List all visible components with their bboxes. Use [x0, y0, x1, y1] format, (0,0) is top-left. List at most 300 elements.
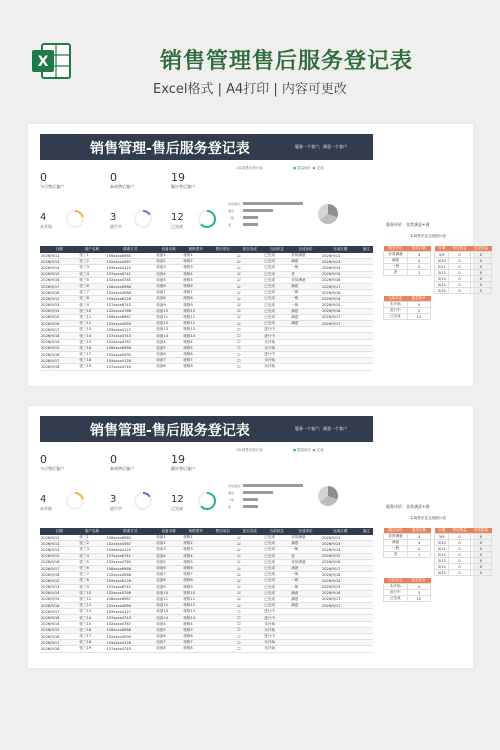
table-cell: 未开始	[263, 358, 290, 364]
bar-label: 差	[228, 505, 232, 509]
status-done-label: 已完成	[171, 506, 183, 511]
table-cell: 3/11	[435, 264, 449, 270]
table-cell: 规格14	[182, 615, 209, 621]
table-cell	[290, 364, 321, 370]
table-cell: 2026/9/17	[40, 609, 78, 615]
table-cell: 3	[407, 308, 431, 314]
table-cell: 规格12	[182, 321, 209, 327]
bar-label: 满意	[228, 209, 235, 213]
table-cell: 132xxxx4588	[105, 290, 155, 296]
table-cell: ☐	[236, 615, 263, 621]
table-cell: 2026/9/14	[40, 621, 78, 627]
svg-text:X: X	[37, 54, 49, 70]
table-cell: 规格5	[182, 627, 209, 633]
table-cell: ☑	[236, 584, 263, 590]
ring-chart-inprogress	[132, 490, 154, 512]
table-cell: 设备10	[155, 590, 182, 596]
status-notstarted-value: 4	[40, 212, 47, 223]
weekly-title: 本周售后及完成统计表	[410, 516, 446, 520]
table-cell: 张三6	[78, 565, 105, 571]
table-cell: 2026/9/15	[40, 596, 78, 602]
table-cell: 137xxxx6742	[105, 584, 155, 590]
sheet-preview-1	[28, 124, 489, 386]
table-cell: 3/9	[435, 534, 449, 540]
table-cell: 规格4	[182, 553, 209, 559]
table-cell: 132xxxx4590	[105, 352, 155, 358]
table-cell: 张三13	[78, 327, 105, 333]
table-cell: 2026/9/14	[40, 339, 78, 345]
table-cell: 设备11	[155, 596, 182, 602]
table-cell: 规格2	[182, 541, 209, 547]
table-cell: 张三7	[78, 572, 105, 578]
table-cell: 132xxxx4587	[105, 541, 155, 547]
filter-label[interactable]: 服务评价：非常满意+满	[386, 504, 430, 509]
table-cell: 132xxxx4588	[105, 572, 155, 578]
table-cell: 2026/9/17	[321, 314, 359, 320]
table-cell: 158xxxx6985	[105, 535, 155, 541]
table-cell: 张三2	[78, 259, 105, 265]
table-cell: 满意	[290, 596, 321, 602]
table-cell: 张三3	[78, 265, 105, 271]
table-cell: 2026/9/16	[321, 308, 359, 314]
table-cell: 137xxxx4743	[105, 615, 155, 621]
table-cell: 已完成	[384, 314, 408, 320]
table-cell: 已完成	[263, 277, 290, 283]
table-cell: 158xxxx6988	[105, 345, 155, 351]
table-cell: 规格6	[182, 565, 209, 571]
table-cell: ☑	[236, 603, 263, 609]
table-cell: 规格8	[182, 364, 209, 370]
table-cell: 规格12	[182, 603, 209, 609]
table-cell: 0	[449, 270, 470, 276]
table-cell: 2026/9/14	[321, 578, 359, 584]
table-cell: 2	[408, 546, 431, 552]
status-done-label: 已完成	[171, 224, 183, 229]
table-cell: ☑	[236, 253, 263, 259]
table-cell: 4	[408, 252, 431, 258]
table-cell: 2026/9/13	[40, 541, 78, 547]
column-header: 联系方式	[105, 528, 155, 535]
table-cell: 132xxxx4785	[105, 277, 155, 283]
table-cell	[209, 364, 236, 370]
table-cell: ☑	[236, 265, 263, 271]
table-cell: 159xxxx6126	[105, 578, 155, 584]
table-cell: 设备1	[155, 535, 182, 541]
table-cell: 132xxxx4590	[105, 634, 155, 640]
table-cell: 0	[470, 570, 491, 576]
table-cell: 差	[290, 271, 321, 277]
table-cell: 4	[408, 258, 431, 264]
status-table	[383, 296, 431, 320]
table-cell: 进行中	[263, 634, 290, 640]
table-cell: 2026/9/14	[321, 547, 359, 553]
table-cell: 0	[449, 252, 470, 258]
table-cell: 满意	[290, 541, 321, 547]
sheet-title: 销售管理-售后服务登记表	[90, 141, 250, 157]
table-cell: 设备14	[155, 615, 182, 621]
table-cell: 0	[449, 276, 470, 282]
column-header: 服务次数	[408, 246, 431, 252]
table-cell: 0	[470, 558, 491, 564]
table-cell: 0	[449, 258, 470, 264]
ring-chart-notstarted	[64, 490, 86, 512]
status-done-value: 12	[171, 494, 184, 505]
table-cell: 2026/9/17	[321, 321, 359, 327]
table-cell: 规格3	[182, 265, 209, 271]
table-cell: ☐	[236, 646, 263, 652]
table-cell: 0	[449, 558, 470, 564]
table-cell: 2026/9/14	[40, 590, 78, 596]
table-cell: 规格7	[182, 358, 209, 364]
column-header: 数量统计	[407, 578, 431, 584]
table-cell: 非常满意	[290, 559, 321, 565]
table-cell: 0	[470, 534, 491, 540]
column-header: 售后项目	[209, 528, 236, 535]
table-cell: 2026/9/13	[321, 541, 359, 547]
table-cell: 2026/9/15	[321, 584, 359, 590]
table-cell: 设备13	[155, 327, 182, 333]
table-cell	[321, 646, 359, 652]
table-cell: 规格8	[182, 296, 209, 302]
table-cell: 张三2	[78, 541, 105, 547]
table-cell: ☑	[236, 277, 263, 283]
status-row	[384, 596, 431, 602]
column-header: 完成日期	[321, 246, 359, 253]
table-cell: 进行中	[384, 590, 408, 596]
table-cell: 2026/9/15	[40, 627, 78, 633]
table-cell: 2026/9/17	[40, 358, 78, 364]
table-cell: 设备12	[155, 603, 182, 609]
table-cell: 2026/9/13	[40, 259, 78, 265]
column-header: 服务评价	[384, 246, 408, 252]
table-cell: 已完成	[263, 584, 290, 590]
table-cell: 3/15	[435, 288, 449, 294]
table-cell: ☐	[236, 640, 263, 646]
bar-rating-3	[243, 223, 258, 226]
table-cell: 满意	[290, 565, 321, 571]
table-cell	[209, 646, 236, 652]
filter-label[interactable]: 服务评价：非常满意+满	[386, 222, 430, 227]
table-cell: 张三15	[78, 339, 105, 345]
table-cell: 158xxxx6987	[105, 596, 155, 602]
table-cell: 已完成	[263, 290, 290, 296]
table-cell: 2026/9/16	[40, 321, 78, 327]
table-cell: 张三10	[78, 590, 105, 596]
column-header: 完成日期	[321, 528, 359, 535]
table-cell: 2026/9/16	[321, 590, 359, 596]
table-cell: 2026/9/12	[321, 253, 359, 259]
table-cell: 3/14	[435, 564, 449, 570]
table-cell: 0	[449, 288, 470, 294]
table-cell: 2026/9/12	[321, 535, 359, 541]
column-header: 日期	[435, 528, 449, 534]
table-cell: 未开始	[263, 627, 290, 633]
sheet-preview-2	[28, 406, 489, 668]
table-cell: 设备8	[155, 646, 182, 652]
table-cell	[359, 646, 373, 652]
table-cell: 137xxxx6741	[105, 271, 155, 277]
table-cell: ☐	[236, 621, 263, 627]
table-cell: 4	[408, 534, 431, 540]
table-cell: 未开始	[263, 646, 290, 652]
table-cell: 设备9	[155, 584, 182, 590]
table-cell: 差	[290, 553, 321, 559]
ring-chart-done	[196, 490, 218, 512]
bar-rating-1	[243, 491, 273, 494]
table-cell: ☑	[236, 271, 263, 277]
table-cell: ☑	[236, 302, 263, 308]
table-cell: 2026/9/12	[40, 578, 78, 584]
table-cell: 未开始	[263, 621, 290, 627]
table-cell: 159xxxx4128	[105, 640, 155, 646]
bar-label: 非常满意	[228, 484, 241, 488]
table-cell	[359, 364, 373, 370]
table-cell: 158xxxx6986	[105, 565, 155, 571]
table-cell: 2026/9/17	[40, 283, 78, 289]
table-cell: 158xxxx6985	[105, 253, 155, 259]
table-cell: 3/13	[435, 558, 449, 564]
status-table	[383, 578, 431, 602]
column-header: 完成数量	[470, 528, 491, 534]
table-cell: 满意	[290, 314, 321, 320]
table-cell: 2026/9/18	[40, 572, 78, 578]
table-cell: 张三12	[78, 321, 105, 327]
table-cell: 0	[470, 258, 491, 264]
table-cell: 规格9	[182, 584, 209, 590]
table-cell: 158xxxx6987	[105, 314, 155, 320]
table-cell: 张三19	[78, 364, 105, 370]
service-table	[40, 528, 373, 653]
table-cell: 2026/9/12	[40, 253, 78, 259]
sheet-banner	[40, 134, 373, 160]
table-cell: 3/14	[435, 282, 449, 288]
table-cell: ☑	[236, 559, 263, 565]
table-cell: 158xxxx6988	[105, 627, 155, 633]
table-cell: 设备1	[155, 253, 182, 259]
column-header: 规格型号	[182, 528, 209, 535]
status-notstarted-label: 未开始	[40, 506, 52, 511]
chart-title: 1本周售后统计表	[236, 166, 263, 170]
table-cell: 2026/9/14	[40, 547, 78, 553]
table-cell: 设备14	[155, 333, 182, 339]
table-cell: 未开始	[263, 345, 290, 351]
table-cell: 158xxxx6986	[105, 283, 155, 289]
table-cell: 未开始	[384, 584, 408, 590]
table-cell: 张三1	[78, 253, 105, 259]
table-cell: 规格10	[182, 590, 209, 596]
table-cell: 设备5	[155, 627, 182, 633]
table-cell: ☑	[236, 535, 263, 541]
table-cell: 规格13	[182, 609, 209, 615]
rating-row	[384, 552, 431, 558]
table-cell: 张三17	[78, 352, 105, 358]
table-cell: 0	[449, 540, 470, 546]
table-cell: 张三13	[78, 609, 105, 615]
table-cell: 已完成	[263, 596, 290, 602]
table-cell: 张三6	[78, 283, 105, 289]
table-cell: 0	[470, 288, 491, 294]
status-notstarted-value: 4	[40, 494, 47, 505]
table-cell: 规格8	[182, 578, 209, 584]
table-cell: 规格4	[182, 339, 209, 345]
table-cell: 3/10	[435, 258, 449, 264]
table-cell: 132xxxx4785	[105, 559, 155, 565]
column-header: 设备名称	[155, 528, 182, 535]
column-header: 当前状态	[384, 296, 408, 302]
table-cell: 132xxxx4587	[105, 259, 155, 265]
stat-today: 0 今日售后客户	[40, 171, 64, 189]
stat-week: 0 本周售后客户	[110, 453, 134, 471]
table-cell: 设备4	[155, 553, 182, 559]
table-cell: 差	[384, 270, 408, 276]
table-cell: 进行中	[263, 333, 290, 339]
table-cell: 2026/9/18	[321, 572, 359, 578]
table-cell: 规格6	[182, 283, 209, 289]
table-cell: ☑	[236, 259, 263, 265]
table-cell: ☐	[236, 333, 263, 339]
table-cell: 已完成	[263, 559, 290, 565]
table-cell: ☑	[236, 553, 263, 559]
table-cell: 2026/9/13	[40, 302, 78, 308]
table-cell: 0	[449, 282, 470, 288]
table-cell: 2026/9/16	[321, 559, 359, 565]
table-cell: 0	[449, 564, 470, 570]
table-cell: 规格7	[182, 290, 209, 296]
table-cell: 设备3	[155, 547, 182, 553]
table-cell: 159xxxx6126	[105, 296, 155, 302]
table-cell: ☑	[236, 547, 263, 553]
table-cell: 进行中	[384, 308, 408, 314]
table-cell: 设备5	[155, 345, 182, 351]
table-cell: 3	[407, 590, 431, 596]
table-row	[40, 646, 373, 652]
table-cell: 137xxxx6741	[105, 553, 155, 559]
table-cell: 满意	[290, 321, 321, 327]
table-cell: 137xxxx4744	[105, 646, 155, 652]
table-cell: 4	[407, 584, 431, 590]
table-cell: 设备7	[155, 290, 182, 296]
chart-legend: ● 数量统计 ● 完成	[293, 166, 324, 170]
table-cell: 规格10	[182, 308, 209, 314]
table-cell: 规格13	[182, 327, 209, 333]
chart-legend: ● 数量统计 ● 完成	[293, 448, 324, 452]
table-cell: ☑	[236, 314, 263, 320]
weekly-title: 本周售后及完成统计表	[410, 234, 446, 238]
column-header: 是否完成	[236, 528, 263, 535]
column-header: 设备名称	[155, 246, 182, 253]
table-cell: 规格7	[182, 640, 209, 646]
table-cell: 132xxxx4786	[105, 590, 155, 596]
table-cell: 已完成	[263, 314, 290, 320]
table-cell: 4	[408, 540, 431, 546]
table-cell: 已完成	[263, 572, 290, 578]
column-header: 当前状态	[263, 528, 290, 535]
table-cell: 0	[470, 276, 491, 282]
table-cell: 满意	[290, 259, 321, 265]
table-cell: 4	[407, 302, 431, 308]
column-header: 完成评价	[290, 528, 321, 535]
table-cell: 2026/9/17	[321, 596, 359, 602]
table-cell: 满意	[384, 258, 408, 264]
table-cell: 2026/9/13	[40, 584, 78, 590]
table-cell: 159xxxx4128	[105, 358, 155, 364]
table-cell: 满意	[290, 308, 321, 314]
table-cell: 已完成	[263, 578, 290, 584]
table-cell: ☐	[236, 358, 263, 364]
table-cell: ☑	[236, 596, 263, 602]
table-cell: 张三9	[78, 302, 105, 308]
column-header: 售后数量	[449, 528, 470, 534]
table-cell: 0	[470, 270, 491, 276]
table-cell: 已完成	[263, 321, 290, 327]
table-cell: 设备4	[155, 339, 182, 345]
table-cell: 张三7	[78, 290, 105, 296]
table-cell: 2026/9/18	[40, 615, 78, 621]
table-cell: 一般	[384, 264, 408, 270]
table-cell: 2026/9/16	[321, 277, 359, 283]
table-cell: ☐	[236, 627, 263, 633]
column-header: 完成数量	[470, 246, 491, 252]
table-cell: 159xxxx4127	[105, 609, 155, 615]
table-cell: 已完成	[263, 553, 290, 559]
table-cell: 2026/9/15	[321, 553, 359, 559]
table-cell: ☑	[236, 572, 263, 578]
sheet-banner	[40, 416, 373, 442]
table-cell: 137xxxx4743	[105, 333, 155, 339]
table-cell: 进行中	[263, 327, 290, 333]
table-cell: ☐	[236, 345, 263, 351]
table-cell: ☑	[236, 565, 263, 571]
table-cell: 3/9	[435, 252, 449, 258]
table-cell: 132xxxx4787	[105, 339, 155, 345]
column-header: 当前状态	[263, 246, 290, 253]
table-cell: 差	[384, 552, 408, 558]
table-cell: ☐	[236, 634, 263, 640]
table-cell: 2026/9/15	[321, 302, 359, 308]
table-cell: 2026/9/16	[40, 352, 78, 358]
table-cell: 非常满意	[384, 252, 408, 258]
table-cell: 一般	[290, 572, 321, 578]
table-cell: ☑	[236, 290, 263, 296]
table-cell: 已完成	[263, 541, 290, 547]
bar-rating-3	[243, 505, 258, 508]
bar-rating-2	[243, 216, 258, 219]
table-cell: 1	[408, 552, 431, 558]
column-header: 当前状态	[384, 578, 408, 584]
table-cell: 进行中	[263, 352, 290, 358]
table-cell: 设备3	[155, 265, 182, 271]
table-cell: 2026/9/18	[40, 290, 78, 296]
table-cell	[321, 364, 359, 370]
bar-label: 非常满意	[228, 202, 241, 206]
table-cell: 2026/9/17	[40, 565, 78, 571]
table-cell: 张三15	[78, 621, 105, 627]
table-cell: 张三19	[78, 646, 105, 652]
table-cell: 一般	[290, 578, 321, 584]
table-cell: 2026/9/14	[321, 296, 359, 302]
table-cell: 0	[470, 282, 491, 288]
table-cell: 设备8	[155, 364, 182, 370]
table-cell: 0	[470, 540, 491, 546]
table-cell: 满意	[290, 590, 321, 596]
table-cell: 设备6	[155, 283, 182, 289]
table-cell: ☐	[236, 339, 263, 345]
table-cell	[290, 646, 321, 652]
table-cell: 132xxxx4787	[105, 621, 155, 627]
status-notstarted-label: 未开始	[40, 224, 52, 229]
table-cell: 2026/9/12	[40, 296, 78, 302]
status-row	[384, 314, 431, 320]
